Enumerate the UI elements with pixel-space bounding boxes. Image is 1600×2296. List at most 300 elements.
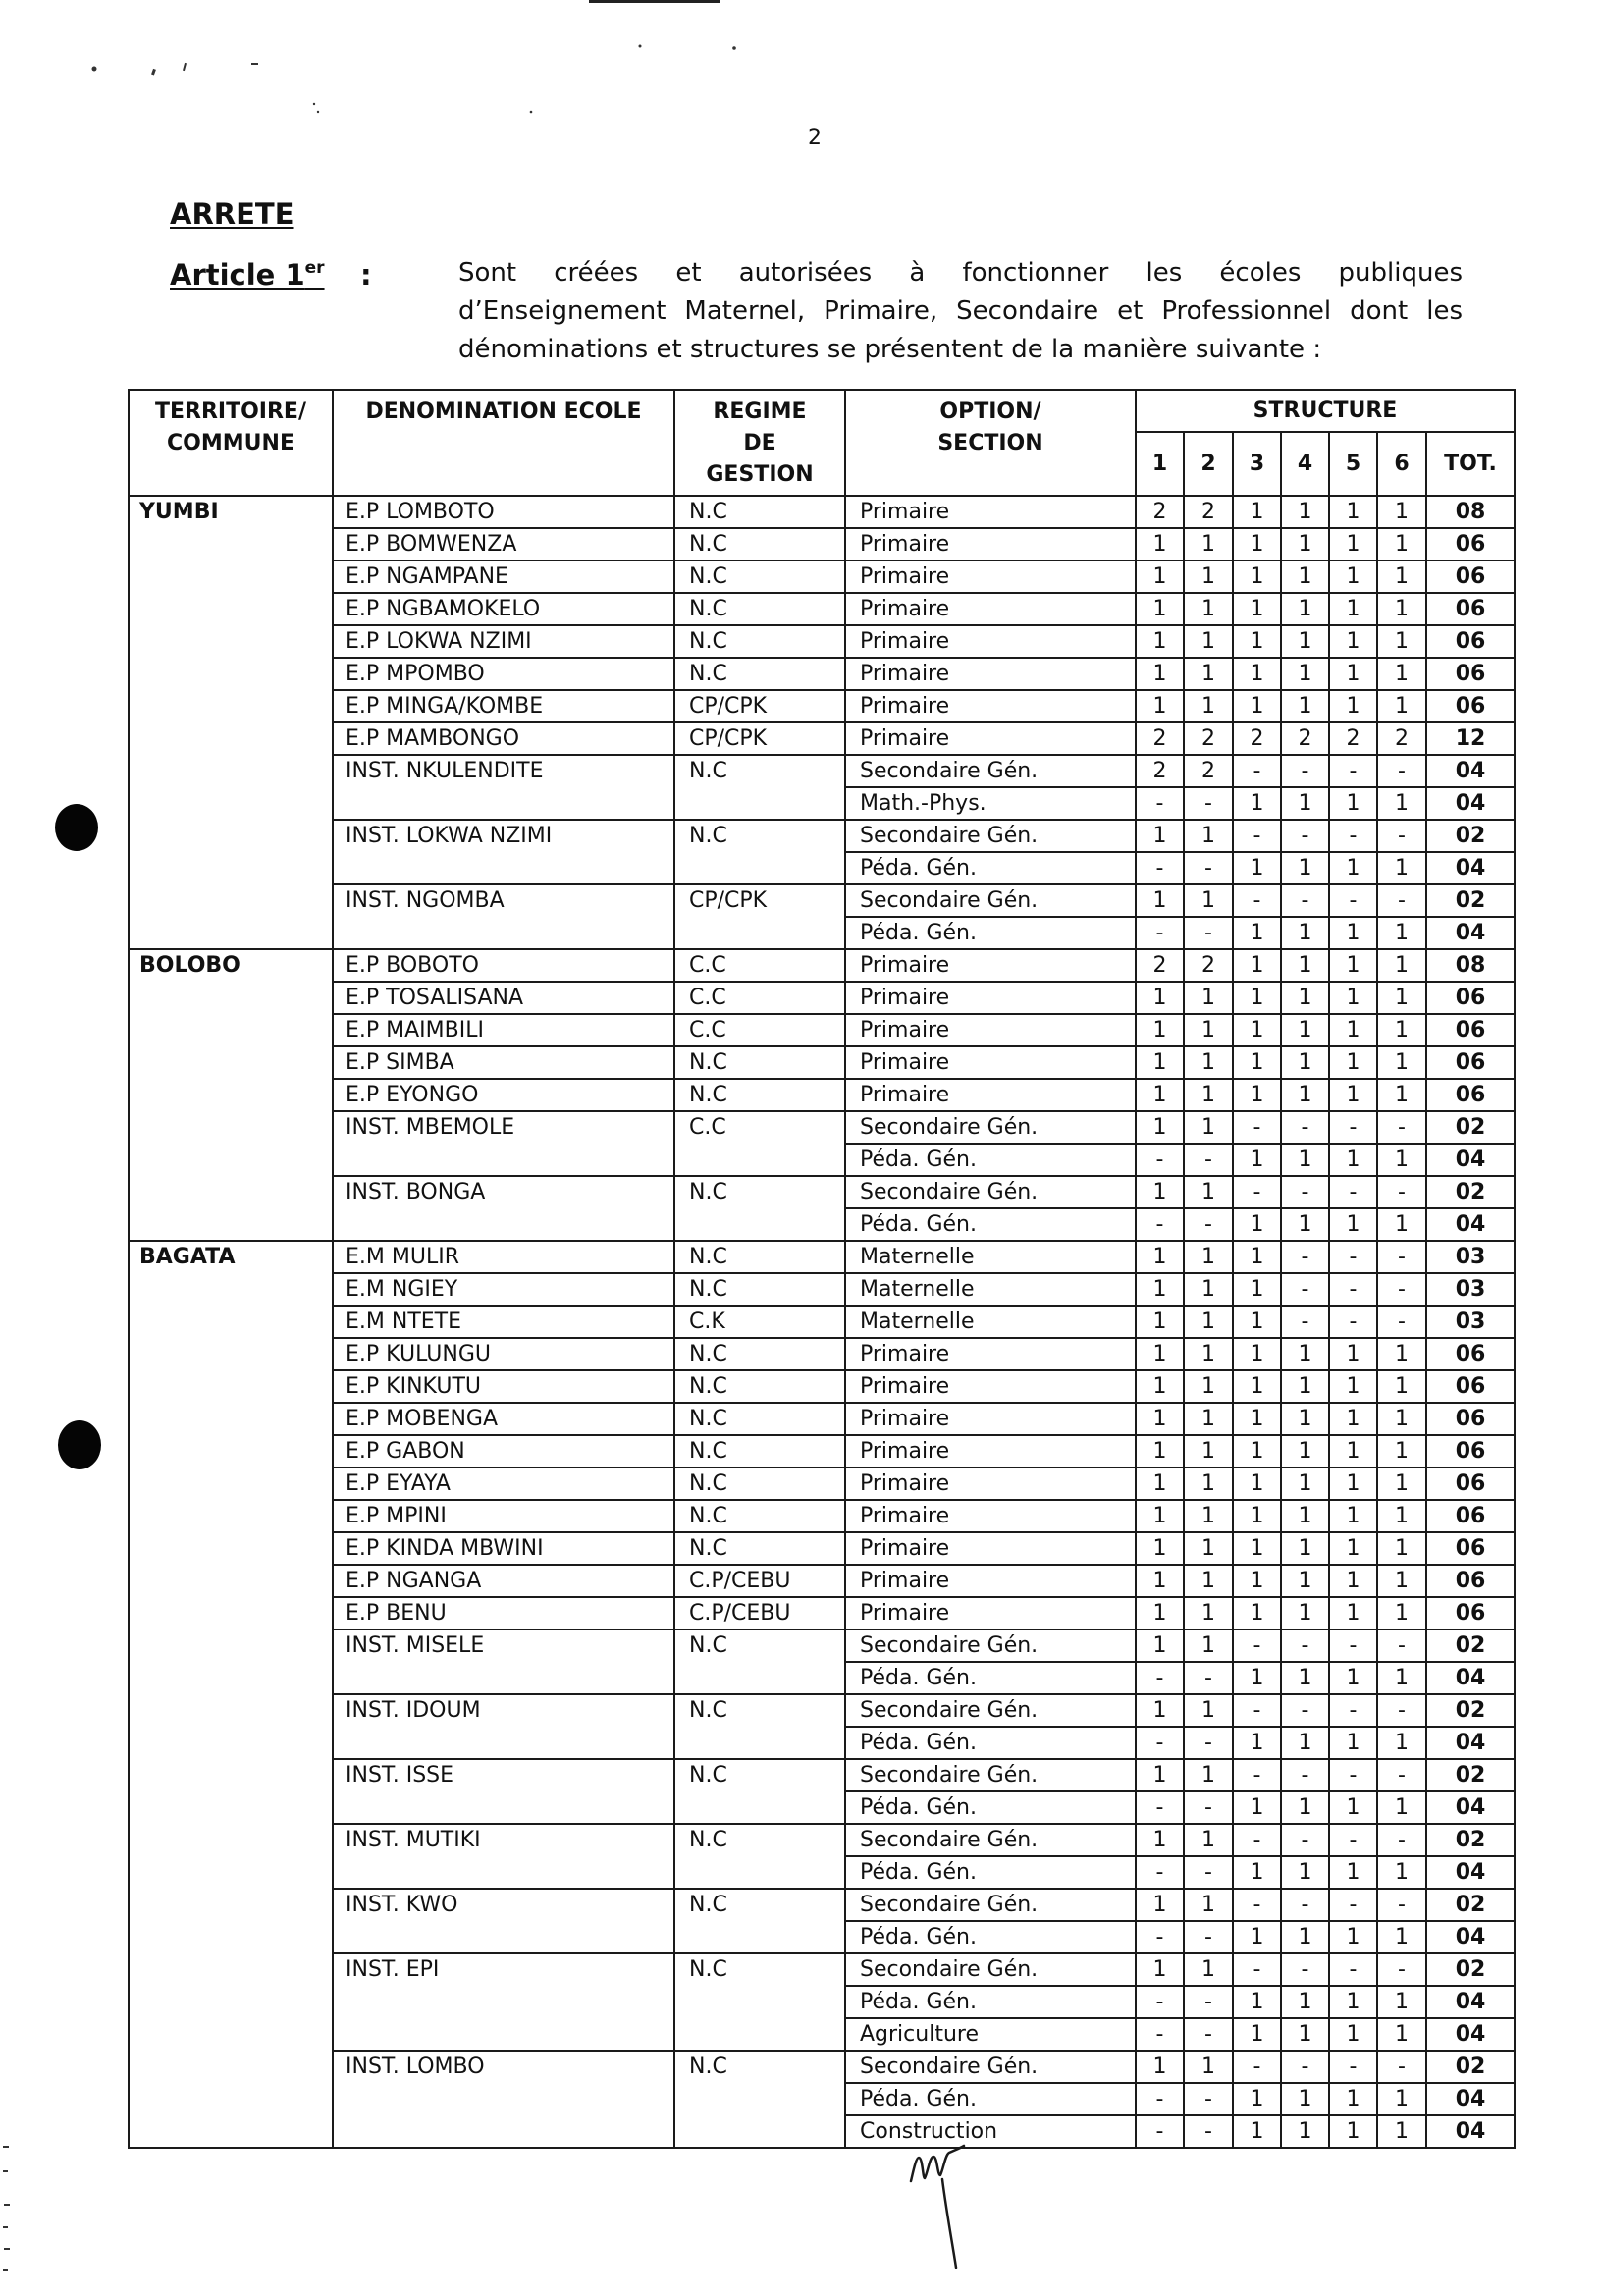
- structure-year-2-cell: -: [1184, 1921, 1233, 1953]
- structure-year-5-cell: 1: [1329, 1662, 1377, 1694]
- header-territoire-line-1: TERRITOIRE/: [155, 400, 306, 424]
- option-cell: Primaire: [845, 722, 1136, 755]
- structure-year-1-cell: 1: [1136, 1694, 1184, 1727]
- structure-year-2-cell: 1: [1184, 1597, 1233, 1629]
- table-row: [129, 982, 1515, 1014]
- structure-year-1-cell: 1: [1136, 884, 1184, 917]
- scan-speck: [732, 46, 736, 50]
- structure-year-1-cell: -: [1136, 1662, 1184, 1694]
- structure-year-1-cell: 1: [1136, 528, 1184, 561]
- structure-year-1-cell: 1: [1136, 1435, 1184, 1468]
- structure-total-cell: 06: [1426, 690, 1515, 722]
- structure-year-3-cell: -: [1233, 1629, 1281, 1662]
- option-cell: Primaire: [845, 1046, 1136, 1079]
- structure-year-5-cell: 1: [1329, 1921, 1377, 1953]
- structure-total-cell: 08: [1426, 496, 1515, 528]
- school-name-cell: E.M NTETE: [333, 1306, 674, 1338]
- school-name-cell: E.P MOBENGA: [333, 1403, 674, 1435]
- regime-cell: CP/CPK: [674, 690, 845, 722]
- option-cell: Maternelle: [845, 1273, 1136, 1306]
- structure-year-2-cell: 2: [1184, 722, 1233, 755]
- structure-year-1-cell: 1: [1136, 1565, 1184, 1597]
- structure-year-2-cell: 1: [1184, 2051, 1233, 2083]
- structure-year-1-cell: 1: [1136, 1014, 1184, 1046]
- structure-year-5-cell: 1: [1329, 496, 1377, 528]
- school-name-cell: E.P NGANGA: [333, 1565, 674, 1597]
- structure-year-5-cell: -: [1329, 1694, 1377, 1727]
- structure-year-6-cell: 1: [1377, 658, 1426, 690]
- table-row: [129, 1338, 1515, 1370]
- structure-year-4-cell: 1: [1281, 2018, 1329, 2051]
- structure-year-1-cell: 1: [1136, 1241, 1184, 1273]
- structure-year-1-cell: -: [1136, 917, 1184, 949]
- structure-year-3-cell: 1: [1233, 917, 1281, 949]
- structure-year-5-cell: 1: [1329, 528, 1377, 561]
- structure-year-2-cell: 1: [1184, 1468, 1233, 1500]
- school-name-cell: INST. EPI: [333, 1953, 674, 2051]
- structure-total-cell: 02: [1426, 1629, 1515, 1662]
- structure-total-cell: 02: [1426, 1759, 1515, 1791]
- option-cell: Péda. Gén.: [845, 917, 1136, 949]
- structure-year-3-cell: -: [1233, 1824, 1281, 1856]
- table-row: [129, 1468, 1515, 1500]
- structure-year-6-cell: 1: [1377, 1435, 1426, 1468]
- structure-year-4-cell: 1: [1281, 561, 1329, 593]
- scan-speck: [251, 63, 258, 65]
- table-row: [129, 528, 1515, 561]
- school-name-cell: E.P GABON: [333, 1435, 674, 1468]
- option-cell: Péda. Gén.: [845, 1727, 1136, 1759]
- structure-year-2-cell: 1: [1184, 1532, 1233, 1565]
- option-cell: Péda. Gén.: [845, 1921, 1136, 1953]
- structure-year-1-cell: -: [1136, 1856, 1184, 1889]
- article-body: [458, 254, 1463, 369]
- table-row: [129, 1532, 1515, 1565]
- structure-year-6-cell: 1: [1377, 949, 1426, 982]
- school-name-cell: INST. ISSE: [333, 1759, 674, 1824]
- regime-cell: N.C: [674, 1435, 845, 1468]
- structure-year-3-cell: 1: [1233, 1273, 1281, 1306]
- table-row: [129, 1435, 1515, 1468]
- structure-year-3-cell: 1: [1233, 1921, 1281, 1953]
- school-name-cell: E.M NGIEY: [333, 1273, 674, 1306]
- regime-cell: C.C: [674, 1014, 845, 1046]
- structure-year-1-cell: 1: [1136, 561, 1184, 593]
- structure-year-2-cell: 1: [1184, 884, 1233, 917]
- scan-speck: [4, 2248, 10, 2250]
- structure-total-cell: 06: [1426, 658, 1515, 690]
- structure-year-1-cell: 1: [1136, 1629, 1184, 1662]
- structure-year-1-cell: 1: [1136, 2051, 1184, 2083]
- structure-year-2-cell: -: [1184, 2018, 1233, 2051]
- article-label-underlined: [170, 258, 325, 292]
- table-row: [129, 1403, 1515, 1435]
- structure-year-5-cell: -: [1329, 1111, 1377, 1144]
- header-structure-year-3: 3: [1233, 432, 1281, 496]
- school-name-cell: E.P MPOMBO: [333, 658, 674, 690]
- table-row: [129, 1046, 1515, 1079]
- structure-year-4-cell: -: [1281, 1306, 1329, 1338]
- school-name-cell: E.P KINDA MBWINI: [333, 1532, 674, 1565]
- school-name-cell: E.P MPINI: [333, 1500, 674, 1532]
- structure-year-6-cell: -: [1377, 884, 1426, 917]
- structure-year-4-cell: 1: [1281, 593, 1329, 625]
- structure-year-5-cell: 1: [1329, 658, 1377, 690]
- scan-speck: [183, 63, 187, 71]
- structure-year-2-cell: 1: [1184, 625, 1233, 658]
- header-regime-line-1: REGIME: [713, 400, 807, 424]
- structure-year-3-cell: 1: [1233, 2018, 1281, 2051]
- structure-year-4-cell: -: [1281, 1824, 1329, 1856]
- article-label-superscript: er: [304, 258, 325, 278]
- school-name-cell: E.P KULUNGU: [333, 1338, 674, 1370]
- structure-year-6-cell: -: [1377, 1694, 1426, 1727]
- regime-cell: N.C: [674, 496, 845, 528]
- table-row: [129, 1014, 1515, 1046]
- structure-year-3-cell: 1: [1233, 1370, 1281, 1403]
- structure-year-5-cell: 1: [1329, 982, 1377, 1014]
- scan-speck: [3, 2226, 8, 2228]
- regime-cell: C.P/CEBU: [674, 1597, 845, 1629]
- structure-year-2-cell: 2: [1184, 949, 1233, 982]
- option-cell: Primaire: [845, 982, 1136, 1014]
- structure-year-6-cell: 1: [1377, 1921, 1426, 1953]
- structure-year-1-cell: 1: [1136, 1111, 1184, 1144]
- structure-year-6-cell: 1: [1377, 2115, 1426, 2148]
- article-line-1: Sont créées et autorisées à fonctionner les écoles publiques: [458, 258, 1463, 288]
- regime-cell: N.C: [674, 625, 845, 658]
- structure-year-4-cell: 1: [1281, 658, 1329, 690]
- structure-year-5-cell: 1: [1329, 1079, 1377, 1111]
- structure-year-6-cell: -: [1377, 820, 1426, 852]
- table-row: [129, 1953, 1515, 1986]
- scan-speck: [151, 69, 156, 76]
- structure-year-6-cell: -: [1377, 1306, 1426, 1338]
- structure-year-2-cell: 1: [1184, 1759, 1233, 1791]
- structure-year-5-cell: 1: [1329, 2115, 1377, 2148]
- structure-year-4-cell: 1: [1281, 1597, 1329, 1629]
- table-row: [129, 1565, 1515, 1597]
- structure-year-4-cell: -: [1281, 1241, 1329, 1273]
- structure-total-cell: 02: [1426, 1111, 1515, 1144]
- structure-year-3-cell: 1: [1233, 852, 1281, 884]
- option-cell: Péda. Gén.: [845, 1144, 1136, 1176]
- structure-year-6-cell: 1: [1377, 917, 1426, 949]
- structure-total-cell: 04: [1426, 1144, 1515, 1176]
- structure-year-6-cell: 1: [1377, 1403, 1426, 1435]
- structure-year-2-cell: -: [1184, 1986, 1233, 2018]
- structure-year-2-cell: 1: [1184, 561, 1233, 593]
- structure-year-1-cell: -: [1136, 2083, 1184, 2115]
- structure-total-cell: 03: [1426, 1273, 1515, 1306]
- table-row: [129, 1111, 1515, 1144]
- structure-year-6-cell: 1: [1377, 1597, 1426, 1629]
- structure-year-3-cell: 1: [1233, 658, 1281, 690]
- option-cell: Secondaire Gén.: [845, 1889, 1136, 1921]
- table-row: [129, 1176, 1515, 1208]
- regime-cell: N.C: [674, 658, 845, 690]
- structure-year-1-cell: 1: [1136, 1079, 1184, 1111]
- structure-year-6-cell: 1: [1377, 2083, 1426, 2115]
- structure-total-cell: 06: [1426, 1500, 1515, 1532]
- structure-year-2-cell: 1: [1184, 1403, 1233, 1435]
- structure-year-3-cell: 1: [1233, 1014, 1281, 1046]
- table-row: [129, 2051, 1515, 2083]
- structure-year-3-cell: -: [1233, 820, 1281, 852]
- table-row: [129, 625, 1515, 658]
- structure-year-2-cell: -: [1184, 1144, 1233, 1176]
- structure-year-5-cell: -: [1329, 1824, 1377, 1856]
- structure-year-4-cell: 1: [1281, 1079, 1329, 1111]
- scan-speck: [92, 67, 97, 72]
- structure-year-3-cell: 1: [1233, 1597, 1281, 1629]
- structure-year-6-cell: 1: [1377, 1370, 1426, 1403]
- option-cell: Construction: [845, 2115, 1136, 2148]
- structure-year-1-cell: 1: [1136, 1306, 1184, 1338]
- structure-year-1-cell: 1: [1136, 1597, 1184, 1629]
- structure-year-3-cell: -: [1233, 884, 1281, 917]
- structure-total-cell: 04: [1426, 755, 1515, 787]
- structure-year-3-cell: 1: [1233, 1306, 1281, 1338]
- structure-year-6-cell: -: [1377, 1273, 1426, 1306]
- structure-year-4-cell: 1: [1281, 690, 1329, 722]
- structure-year-6-cell: 1: [1377, 1532, 1426, 1565]
- structure-total-cell: 08: [1426, 949, 1515, 982]
- structure-year-3-cell: 1: [1233, 1727, 1281, 1759]
- table-row: [129, 722, 1515, 755]
- table-header: [129, 390, 1515, 496]
- table-row: [129, 1597, 1515, 1629]
- structure-year-2-cell: 2: [1184, 496, 1233, 528]
- school-name-cell: INST. MBEMOLE: [333, 1111, 674, 1176]
- option-cell: Primaire: [845, 1565, 1136, 1597]
- structure-year-6-cell: 1: [1377, 1468, 1426, 1500]
- header-denomination: [333, 390, 674, 496]
- structure-year-1-cell: 2: [1136, 755, 1184, 787]
- structure-year-3-cell: 1: [1233, 625, 1281, 658]
- structure-year-1-cell: 1: [1136, 658, 1184, 690]
- structure-year-6-cell: 1: [1377, 1662, 1426, 1694]
- structure-year-5-cell: -: [1329, 1241, 1377, 1273]
- structure-year-2-cell: 1: [1184, 1889, 1233, 1921]
- structure-total-cell: 06: [1426, 625, 1515, 658]
- structure-year-5-cell: -: [1329, 884, 1377, 917]
- handwritten-initial: [911, 2146, 964, 2268]
- table-row: [129, 561, 1515, 593]
- structure-year-6-cell: 1: [1377, 1986, 1426, 2018]
- structure-total-cell: 04: [1426, 787, 1515, 820]
- header-structure-year-5: 5: [1329, 432, 1377, 496]
- structure-year-4-cell: -: [1281, 1629, 1329, 1662]
- header-structure-total: TOT.: [1426, 432, 1515, 496]
- structure-year-5-cell: -: [1329, 1889, 1377, 1921]
- structure-year-6-cell: -: [1377, 755, 1426, 787]
- structure-total-cell: 04: [1426, 1208, 1515, 1241]
- table-row: [129, 820, 1515, 852]
- option-cell: Péda. Gén.: [845, 1208, 1136, 1241]
- regime-cell: N.C: [674, 1370, 845, 1403]
- option-cell: Primaire: [845, 690, 1136, 722]
- structure-year-6-cell: 1: [1377, 1727, 1426, 1759]
- structure-year-2-cell: 1: [1184, 820, 1233, 852]
- option-cell: Primaire: [845, 1079, 1136, 1111]
- structure-year-6-cell: 1: [1377, 1565, 1426, 1597]
- scan-speck: [3, 2170, 8, 2172]
- option-cell: Péda. Gén.: [845, 1662, 1136, 1694]
- structure-year-5-cell: -: [1329, 1176, 1377, 1208]
- structure-year-2-cell: -: [1184, 1208, 1233, 1241]
- structure-year-2-cell: 1: [1184, 1694, 1233, 1727]
- structure-year-2-cell: 1: [1184, 690, 1233, 722]
- structure-year-1-cell: 2: [1136, 496, 1184, 528]
- structure-year-4-cell: -: [1281, 820, 1329, 852]
- structure-year-5-cell: 1: [1329, 1986, 1377, 2018]
- structure-year-3-cell: 1: [1233, 496, 1281, 528]
- table-row: [129, 1370, 1515, 1403]
- structure-total-cell: 06: [1426, 1338, 1515, 1370]
- structure-year-2-cell: 1: [1184, 1629, 1233, 1662]
- school-name-cell: E.P SIMBA: [333, 1046, 674, 1079]
- regime-cell: N.C: [674, 1889, 845, 1953]
- header-structure-year-2: 2: [1184, 432, 1233, 496]
- structure-year-4-cell: 1: [1281, 1532, 1329, 1565]
- structure-year-4-cell: 1: [1281, 1921, 1329, 1953]
- structure-total-cell: 06: [1426, 1597, 1515, 1629]
- structure-year-5-cell: -: [1329, 820, 1377, 852]
- school-name-cell: INST. LOMBO: [333, 2051, 674, 2148]
- table-row: [129, 755, 1515, 787]
- structure-year-1-cell: 1: [1136, 1532, 1184, 1565]
- initial-stroke: [911, 2146, 964, 2181]
- regime-cell: CP/CPK: [674, 722, 845, 755]
- option-cell: Secondaire Gén.: [845, 1824, 1136, 1856]
- structure-year-4-cell: -: [1281, 755, 1329, 787]
- structure-year-2-cell: -: [1184, 917, 1233, 949]
- structure-year-1-cell: -: [1136, 787, 1184, 820]
- structure-year-3-cell: 1: [1233, 1565, 1281, 1597]
- structure-year-3-cell: -: [1233, 1889, 1281, 1921]
- structure-year-6-cell: -: [1377, 1176, 1426, 1208]
- structure-year-5-cell: -: [1329, 1273, 1377, 1306]
- structure-year-3-cell: 1: [1233, 690, 1281, 722]
- page-number: 2: [808, 126, 822, 150]
- option-cell: Primaire: [845, 1532, 1136, 1565]
- structure-year-3-cell: 1: [1233, 1241, 1281, 1273]
- structure-total-cell: 02: [1426, 1889, 1515, 1921]
- scan-speck: [639, 45, 642, 48]
- structure-year-3-cell: 1: [1233, 1435, 1281, 1468]
- structure-year-5-cell: 1: [1329, 1791, 1377, 1824]
- structure-year-3-cell: 1: [1233, 1856, 1281, 1889]
- structure-year-4-cell: 1: [1281, 625, 1329, 658]
- header-structure-year-4: 4: [1281, 432, 1329, 496]
- structure-year-2-cell: -: [1184, 2115, 1233, 2148]
- structure-year-6-cell: 1: [1377, 2018, 1426, 2051]
- structure-year-6-cell: 1: [1377, 1338, 1426, 1370]
- structure-year-5-cell: 1: [1329, 949, 1377, 982]
- school-name-cell: INST. IDOUM: [333, 1694, 674, 1759]
- structure-year-1-cell: 1: [1136, 1046, 1184, 1079]
- structure-year-4-cell: 1: [1281, 496, 1329, 528]
- structure-year-6-cell: -: [1377, 1111, 1426, 1144]
- table-body: [129, 496, 1515, 2148]
- structure-year-4-cell: 1: [1281, 1500, 1329, 1532]
- table-row: [129, 1759, 1515, 1791]
- structure-year-3-cell: 2: [1233, 722, 1281, 755]
- school-name-cell: E.P BOBOTO: [333, 949, 674, 982]
- option-cell: Primaire: [845, 625, 1136, 658]
- option-cell: Secondaire Gén.: [845, 2051, 1136, 2083]
- structure-year-6-cell: 1: [1377, 852, 1426, 884]
- structure-year-5-cell: 1: [1329, 1468, 1377, 1500]
- regime-cell: N.C: [674, 528, 845, 561]
- regime-cell: N.C: [674, 1176, 845, 1241]
- header-structure-year-6: 6: [1377, 432, 1426, 496]
- structure-total-cell: 06: [1426, 593, 1515, 625]
- structure-total-cell: 06: [1426, 1532, 1515, 1565]
- structure-total-cell: 04: [1426, 1662, 1515, 1694]
- structure-year-1-cell: -: [1136, 1727, 1184, 1759]
- structure-year-4-cell: -: [1281, 1889, 1329, 1921]
- table-row: [129, 1824, 1515, 1856]
- structure-year-4-cell: 1: [1281, 982, 1329, 1014]
- structure-total-cell: 02: [1426, 884, 1515, 917]
- table-row: [129, 658, 1515, 690]
- structure-year-4-cell: 1: [1281, 2115, 1329, 2148]
- option-cell: Primaire: [845, 1468, 1136, 1500]
- school-name-cell: INST. NKULENDITE: [333, 755, 674, 820]
- option-cell: Secondaire Gén.: [845, 1111, 1136, 1144]
- header-option-line-2: SECTION: [937, 431, 1043, 455]
- regime-cell: N.C: [674, 820, 845, 884]
- structure-year-1-cell: 1: [1136, 820, 1184, 852]
- structure-total-cell: 02: [1426, 1953, 1515, 1986]
- header-regime: [674, 390, 845, 496]
- structure-year-1-cell: -: [1136, 2018, 1184, 2051]
- header-regime-line-3: GESTION: [706, 462, 814, 487]
- structure-year-4-cell: 1: [1281, 1144, 1329, 1176]
- structure-total-cell: 06: [1426, 1565, 1515, 1597]
- structure-year-5-cell: -: [1329, 2051, 1377, 2083]
- table-row: [129, 1306, 1515, 1338]
- article-label: [170, 258, 325, 292]
- structure-year-1-cell: -: [1136, 1144, 1184, 1176]
- structure-total-cell: 06: [1426, 1435, 1515, 1468]
- table-header-row: [129, 390, 1515, 432]
- structure-year-3-cell: 1: [1233, 1662, 1281, 1694]
- structure-year-5-cell: 1: [1329, 1435, 1377, 1468]
- structure-year-4-cell: 1: [1281, 1565, 1329, 1597]
- header-territoire-line-2: COMMUNE: [167, 431, 294, 455]
- structure-year-6-cell: 1: [1377, 1208, 1426, 1241]
- structure-year-6-cell: 1: [1377, 1791, 1426, 1824]
- regime-cell: N.C: [674, 1694, 845, 1759]
- punch-hole-bottom: [58, 1420, 101, 1469]
- structure-total-cell: 06: [1426, 561, 1515, 593]
- option-cell: Maternelle: [845, 1241, 1136, 1273]
- structure-year-5-cell: 1: [1329, 852, 1377, 884]
- school-name-cell: E.P BENU: [333, 1597, 674, 1629]
- structure-year-4-cell: 1: [1281, 1856, 1329, 1889]
- article-label-text: Article 1: [170, 258, 305, 292]
- structure-year-3-cell: 1: [1233, 2083, 1281, 2115]
- structure-year-2-cell: 1: [1184, 593, 1233, 625]
- school-name-cell: E.P KINKUTU: [333, 1370, 674, 1403]
- option-cell: Primaire: [845, 561, 1136, 593]
- option-cell: Primaire: [845, 1597, 1136, 1629]
- structure-year-5-cell: 1: [1329, 561, 1377, 593]
- decree-heading: ARRETE: [170, 197, 294, 231]
